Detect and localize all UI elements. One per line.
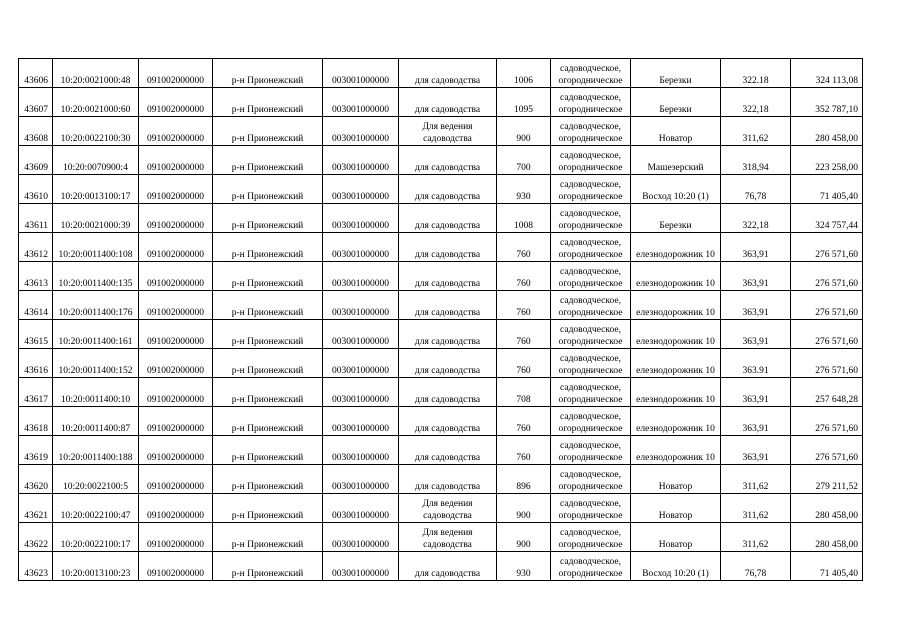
place-cell: Березки [631, 88, 721, 117]
category-cell [551, 494, 631, 523]
code-cell: 091002000000 [139, 59, 213, 88]
total-cell: 324 113,08 [791, 59, 863, 88]
cadastral-number-cell: 10:20:0011400:188 [53, 436, 139, 465]
district-cell: р-н Прионежский [213, 407, 323, 436]
purpose-cell: Для ведения садоводства [399, 523, 497, 552]
row-number-cell: 43621 [19, 494, 53, 523]
cadastral-number-cell: 10:20:0011400:108 [53, 233, 139, 262]
cadastral-number-cell: 10:20:0011400:152 [53, 349, 139, 378]
category-line-2: огородническое [558, 250, 623, 260]
price-cell: 363,91 [721, 233, 791, 262]
purpose-cell: для садоводства [399, 233, 497, 262]
category-cell [551, 88, 631, 117]
cadastral-number-cell: 10:20:0022100:17 [53, 523, 139, 552]
category-cell [551, 233, 631, 262]
category-cell [551, 320, 631, 349]
district-cell: р-н Прионежский [213, 175, 323, 204]
table-row [19, 88, 863, 117]
okato-cell: 003001000000 [323, 378, 399, 407]
price-cell: 363,91 [721, 436, 791, 465]
total-cell: 276 571,60 [791, 233, 863, 262]
row-number-cell: 43623 [19, 552, 53, 581]
category-line-2: огородническое [558, 134, 623, 144]
category-line-2: огородническое [558, 105, 623, 115]
place-cell: елезнодорожник 10 [631, 291, 721, 320]
cadastral-number-cell: 10:20:0021000:48 [53, 59, 139, 88]
okato-cell: 003001000000 [323, 407, 399, 436]
category-line-1: садоводческое, [560, 383, 621, 393]
purpose-cell: для садоводства [399, 436, 497, 465]
code-cell: 091002000000 [139, 146, 213, 175]
district-cell: р-н Прионежский [213, 465, 323, 494]
row-number-cell: 43619 [19, 436, 53, 465]
category-line-2: огородническое [558, 540, 623, 550]
code-cell: 091002000000 [139, 233, 213, 262]
category-line-1: садоводческое, [560, 122, 621, 132]
table-row [19, 552, 863, 581]
row-number-cell: 43622 [19, 523, 53, 552]
area-cell: 900 [497, 523, 551, 552]
total-cell: 276 571,60 [791, 349, 863, 378]
total-cell: 276 571,60 [791, 291, 863, 320]
purpose-cell: для садоводства [399, 262, 497, 291]
okato-cell: 003001000000 [323, 204, 399, 233]
place-cell: Машезерский [631, 146, 721, 175]
place-cell: елезнодорожник 10 [631, 378, 721, 407]
code-cell: 091002000000 [139, 523, 213, 552]
district-cell: р-н Прионежский [213, 233, 323, 262]
price-cell: 363,91 [721, 320, 791, 349]
code-cell: 091002000000 [139, 407, 213, 436]
district-cell: р-н Прионежский [213, 349, 323, 378]
okato-cell: 003001000000 [323, 465, 399, 494]
category-line-2: огородническое [558, 76, 623, 86]
category-line-1: садоводческое, [560, 354, 621, 364]
price-cell: 363,91 [721, 291, 791, 320]
price-cell: 322,18 [721, 204, 791, 233]
table-body [19, 59, 863, 581]
district-cell: р-н Прионежский [213, 494, 323, 523]
table-row [19, 262, 863, 291]
okato-cell: 003001000000 [323, 552, 399, 581]
place-cell: елезнодорожник 10 [631, 436, 721, 465]
place-cell: Березки [631, 204, 721, 233]
category-cell [551, 378, 631, 407]
area-cell: 1095 [497, 88, 551, 117]
row-number-cell: 43608 [19, 117, 53, 146]
category-line-1: садоводческое, [560, 412, 621, 422]
table-row [19, 349, 863, 378]
okato-cell: 003001000000 [323, 349, 399, 378]
district-cell: р-н Прионежский [213, 59, 323, 88]
code-cell: 091002000000 [139, 262, 213, 291]
area-cell: 1006 [497, 59, 551, 88]
total-cell: 276 571,60 [791, 320, 863, 349]
table-row [19, 146, 863, 175]
category-line-2: огородническое [558, 569, 623, 579]
category-line-2: огородническое [558, 482, 623, 492]
area-cell: 760 [497, 233, 551, 262]
table-row [19, 407, 863, 436]
code-cell: 091002000000 [139, 204, 213, 233]
cadastral-number-cell: 10:20:0021000:39 [53, 204, 139, 233]
category-line-2: огородническое [558, 279, 623, 289]
place-cell: елезнодорожник 10 [631, 407, 721, 436]
place-cell: Новатор [631, 494, 721, 523]
area-cell: 760 [497, 407, 551, 436]
price-cell: 363.91 [721, 349, 791, 378]
category-line-2: огородническое [558, 337, 623, 347]
total-cell: 276 571,60 [791, 262, 863, 291]
area-cell: 760 [497, 436, 551, 465]
area-cell: 700 [497, 146, 551, 175]
category-line-2: огородническое [558, 221, 623, 231]
land-plots-table [18, 58, 863, 581]
price-cell: 363,91 [721, 262, 791, 291]
district-cell: р-н Прионежский [213, 291, 323, 320]
price-cell: 322.18 [721, 59, 791, 88]
purpose-cell: Для ведения садоводства [399, 117, 497, 146]
category-line-2: огородническое [558, 424, 623, 434]
code-cell: 091002000000 [139, 378, 213, 407]
row-number-cell: 43614 [19, 291, 53, 320]
price-cell: 363,91 [721, 407, 791, 436]
category-cell [551, 407, 631, 436]
district-cell: р-н Прионежский [213, 262, 323, 291]
category-cell [551, 204, 631, 233]
document-page [18, 58, 863, 581]
cadastral-number-cell: 10:20:0011400:161 [53, 320, 139, 349]
category-line-2: огородническое [558, 395, 623, 405]
purpose-cell: для садоводства [399, 320, 497, 349]
code-cell: 091002000000 [139, 552, 213, 581]
purpose-cell: Для ведения садоводства [399, 494, 497, 523]
category-line-2: огородническое [558, 366, 623, 376]
area-cell: 930 [497, 552, 551, 581]
table-row [19, 117, 863, 146]
total-cell: 71 405,40 [791, 552, 863, 581]
district-cell: р-н Прионежский [213, 204, 323, 233]
cadastral-number-cell: 10:20:0011400:176 [53, 291, 139, 320]
total-cell: 276 571,60 [791, 407, 863, 436]
total-cell: 280 458,00 [791, 494, 863, 523]
category-cell [551, 262, 631, 291]
area-cell: 900 [497, 494, 551, 523]
price-cell: 311,62 [721, 465, 791, 494]
table-row [19, 175, 863, 204]
purpose-cell: для садоводства [399, 349, 497, 378]
cadastral-number-cell: 10:20:0021000:60 [53, 88, 139, 117]
code-cell: 091002000000 [139, 117, 213, 146]
price-cell: 76,78 [721, 552, 791, 581]
area-cell: 1008 [497, 204, 551, 233]
area-cell: 760 [497, 320, 551, 349]
cadastral-number-cell: 10:20:0011400:10 [53, 378, 139, 407]
okato-cell: 003001000000 [323, 262, 399, 291]
category-line-1: садоводческое, [560, 180, 621, 190]
table-row [19, 204, 863, 233]
table-row [19, 291, 863, 320]
code-cell: 091002000000 [139, 436, 213, 465]
okato-cell: 003001000000 [323, 436, 399, 465]
table-row [19, 378, 863, 407]
row-number-cell: 43607 [19, 88, 53, 117]
okato-cell: 003001000000 [323, 523, 399, 552]
table-row [19, 59, 863, 88]
total-cell: 279 211,52 [791, 465, 863, 494]
category-line-1: садоводческое, [560, 267, 621, 277]
place-cell: елезнодорожник 10 [631, 349, 721, 378]
area-cell: 930 [497, 175, 551, 204]
table-row [19, 233, 863, 262]
okato-cell: 003001000000 [323, 494, 399, 523]
category-line-1: садоводческое, [560, 93, 621, 103]
category-cell [551, 465, 631, 494]
price-cell: 363,91 [721, 378, 791, 407]
district-cell: р-н Прионежский [213, 436, 323, 465]
table-row [19, 494, 863, 523]
area-cell: 760 [497, 349, 551, 378]
code-cell: 091002000000 [139, 349, 213, 378]
district-cell: р-н Прионежский [213, 378, 323, 407]
category-line-1: садоводческое, [560, 209, 621, 219]
category-line-1: садоводческое, [560, 528, 621, 538]
cadastral-number-cell: 10:20:0013100:17 [53, 175, 139, 204]
total-cell: 276 571,60 [791, 436, 863, 465]
total-cell: 280 458,00 [791, 117, 863, 146]
row-number-cell: 43611 [19, 204, 53, 233]
category-cell [551, 436, 631, 465]
area-cell: 896 [497, 465, 551, 494]
row-number-cell: 43615 [19, 320, 53, 349]
category-cell [551, 349, 631, 378]
total-cell: 71 405,40 [791, 175, 863, 204]
category-line-1: садоводческое, [560, 238, 621, 248]
category-cell [551, 59, 631, 88]
price-cell: 311,62 [721, 494, 791, 523]
total-cell: 257 648,28 [791, 378, 863, 407]
total-cell: 223 258,00 [791, 146, 863, 175]
cadastral-number-cell: 10:20:0022100:5 [53, 465, 139, 494]
row-number-cell: 43613 [19, 262, 53, 291]
okato-cell: 003001000000 [323, 320, 399, 349]
okato-cell: 003001000000 [323, 175, 399, 204]
category-cell [551, 117, 631, 146]
category-line-1: садоводческое, [560, 325, 621, 335]
total-cell: 324 757,44 [791, 204, 863, 233]
category-line-2: огородническое [558, 192, 623, 202]
price-cell: 311,62 [721, 117, 791, 146]
code-cell: 091002000000 [139, 88, 213, 117]
row-number-cell: 43610 [19, 175, 53, 204]
price-cell: 318,94 [721, 146, 791, 175]
category-line-1: садоводческое, [560, 470, 621, 480]
district-cell: р-н Прионежский [213, 523, 323, 552]
district-cell: р-н Прионежский [213, 117, 323, 146]
row-number-cell: 43620 [19, 465, 53, 494]
purpose-cell: для садоводства [399, 407, 497, 436]
purpose-cell: для садоводства [399, 59, 497, 88]
category-cell [551, 146, 631, 175]
code-cell: 091002000000 [139, 465, 213, 494]
category-line-1: садоводческое, [560, 296, 621, 306]
table-row [19, 465, 863, 494]
category-cell [551, 175, 631, 204]
price-cell: 311,62 [721, 523, 791, 552]
cadastral-number-cell: 10:20:0022100:30 [53, 117, 139, 146]
okato-cell: 003001000000 [323, 117, 399, 146]
district-cell: р-н Прионежский [213, 320, 323, 349]
purpose-cell: для садоводства [399, 175, 497, 204]
cadastral-number-cell: 10:20:0022100:47 [53, 494, 139, 523]
category-line-2: огородническое [558, 163, 623, 173]
total-cell: 280 458,00 [791, 523, 863, 552]
purpose-cell: для садоводства [399, 465, 497, 494]
okato-cell: 003001000000 [323, 59, 399, 88]
row-number-cell: 43612 [19, 233, 53, 262]
district-cell: р-н Прионежский [213, 88, 323, 117]
place-cell: елезнодорожник 10 [631, 320, 721, 349]
cadastral-number-cell: 10:20:0011400:87 [53, 407, 139, 436]
code-cell: 091002000000 [139, 320, 213, 349]
category-cell [551, 552, 631, 581]
row-number-cell: 43618 [19, 407, 53, 436]
area-cell: 708 [497, 378, 551, 407]
code-cell: 091002000000 [139, 494, 213, 523]
area-cell: 760 [497, 262, 551, 291]
purpose-cell: для садоводства [399, 378, 497, 407]
category-line-2: огородническое [558, 511, 623, 521]
table-row [19, 436, 863, 465]
purpose-cell: для садоводства [399, 146, 497, 175]
okato-cell: 003001000000 [323, 146, 399, 175]
price-cell: 76,78 [721, 175, 791, 204]
table-row [19, 320, 863, 349]
okato-cell: 003001000000 [323, 233, 399, 262]
purpose-cell: для садоводства [399, 291, 497, 320]
category-line-1: садоводческое, [560, 557, 621, 567]
purpose-cell: для садоводства [399, 204, 497, 233]
row-number-cell: 43606 [19, 59, 53, 88]
code-cell: 091002000000 [139, 175, 213, 204]
place-cell: елезнодорожник 10 [631, 233, 721, 262]
cadastral-number-cell: 10:20:0070900:4 [53, 146, 139, 175]
code-cell: 091002000000 [139, 291, 213, 320]
category-line-2: огородническое [558, 453, 623, 463]
district-cell: р-н Прионежский [213, 552, 323, 581]
place-cell: елезнодорожник 10 [631, 262, 721, 291]
category-line-2: огородническое [558, 308, 623, 318]
cadastral-number-cell: 10:20:0011400:135 [53, 262, 139, 291]
cadastral-number-cell: 10:20:0013100:23 [53, 552, 139, 581]
place-cell: Восход 10:20 (1) [631, 552, 721, 581]
price-cell: 322,18 [721, 88, 791, 117]
row-number-cell: 43617 [19, 378, 53, 407]
place-cell: Новатор [631, 523, 721, 552]
place-cell: Новатор [631, 117, 721, 146]
purpose-cell: для садоводства [399, 88, 497, 117]
okato-cell: 003001000000 [323, 291, 399, 320]
place-cell: Березки [631, 59, 721, 88]
okato-cell: 003001000000 [323, 88, 399, 117]
row-number-cell: 43616 [19, 349, 53, 378]
place-cell: Новатор [631, 465, 721, 494]
table-row [19, 523, 863, 552]
category-line-1: садоводческое, [560, 441, 621, 451]
district-cell: р-н Прионежский [213, 146, 323, 175]
category-cell [551, 523, 631, 552]
category-line-1: садоводческое, [560, 151, 621, 161]
total-cell: 352 787,10 [791, 88, 863, 117]
place-cell: Восход 10:20 (1) [631, 175, 721, 204]
row-number-cell: 43609 [19, 146, 53, 175]
category-line-1: садоводческое, [560, 64, 621, 74]
category-line-1: садоводческое, [560, 499, 621, 509]
purpose-cell: для садоводства [399, 552, 497, 581]
area-cell: 900 [497, 117, 551, 146]
area-cell: 760 [497, 291, 551, 320]
category-cell [551, 291, 631, 320]
